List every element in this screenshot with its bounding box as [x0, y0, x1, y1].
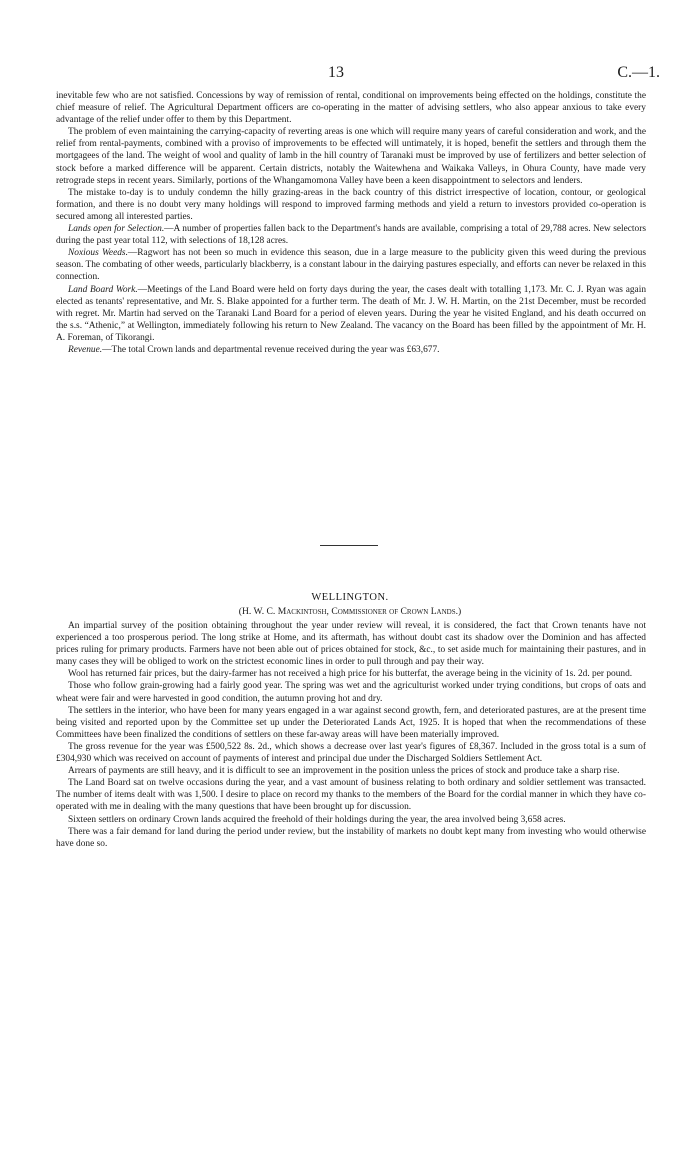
paragraph: There was a fair demand for land during the period under review, but the instability of markets no doubt kept many from investing who would otherwise have done so. [56, 826, 646, 849]
paragraph-body: —A number of properties fallen back to the Department's hands are available, comprising a total of 29,788 acres. New selectors during the past year total 112, with selections of 18,128 acres. [56, 224, 646, 247]
paragraph-revenue [56, 344, 646, 356]
paragraph: The mistake to-day is to unduly condemn the hilly grazing-areas in the back country of this district irrespective of location, contour, or geological formation, and there is no doubt very many holdings will respond to improved farming methods and yield a return to investors provided co-operation is secured among all interested parties. [56, 187, 646, 222]
paragraph-land-board-work [56, 284, 646, 344]
paragraph: Sixteen settlers on ordinary Crown lands acquired the freehold of their holdings during the year, the area involved being 3,658 acres. [68, 814, 566, 825]
taranaki-report-continued [56, 90, 646, 356]
paragraph-body: —Ragwort has not been so much in evidence this season, due in a large measure to the publicity given this weed during the previous season. The combating of other weeds, particularly blackberry, is a constant labour in the dairying pastures especially, and efforts can never be relaxed in this connection. [56, 248, 646, 283]
paragraph-heading: Revenue. [68, 344, 103, 355]
paragraph: The settlers in the interior, who have been for many years engaged in a war against second growth, fern, and deteriorated pastures, are at the present time being visited and reported upon by the Committee set up under the Deteriorated Lands Act, 1925. It is hoped that when the recommendations of these Committees have been finalized the conditions of settlers on these far-away areas will have been materially improved. [56, 705, 646, 740]
paragraph: The Land Board sat on twelve occasions during the year, and a vast amount of business relating to both ordinary and soldier settlement was transacted. The number of items dealt with was 1,500. I desire to place on record my thanks to the members of the Board for the cordial manner in which they have co-operated with me in dealing with the many questions that have been brought up for discussion. [56, 778, 646, 813]
section-subtitle: (H. W. C. Mackintosh, Commissioner of Crown Lands.) [238, 606, 462, 617]
paragraph-heading: Lands open for Selection. [68, 224, 165, 235]
parliamentary-paper-reference: C.—1. [617, 64, 660, 81]
paragraph-heading: Noxious Weeds. [68, 248, 128, 259]
paragraph-body: —The total Crown lands and departmental revenue received during the year was £63,677. [102, 344, 440, 355]
paragraph: Those who follow grain-growing had a fairly good year. The spring was wet and the agriculturist worked under trying conditions, but crops of oats and wheat were fair and were harvested in good condition, the autumn proving hot and dry. [56, 681, 646, 704]
paragraph: Wool has returned fair prices, but the dairy-farmer has not received a high price for his butterfat, the average being in the vicinity of 1s. 2d. per pound. [68, 669, 633, 680]
paragraph: Arrears of payments are still heavy, and it is difficult to see an improvement in the position unless the prices of stock and produce take a sharp rise. [68, 766, 620, 777]
paragraph: The problem of even maintaining the carrying-capacity of reverting areas is one which will require many years of careful consideration and work, and the relief from rental-payments, combined with a proviso of improvements to be effected will untimately, it is hoped, benefit the settlers and through them the mortgagees of the land. The weight of wool and quality of lamb in the hill country of Taranaki must be improved by use of fertilizers and better selection of stock before a marked difference will be apparent. Certain districts, notably the Waitewhena and Waikaka Valleys, in Ohura County, have made very retrograde steps in recent years. Similarly, portions of the Whangamomona Valley have been a keen disappointment to selectors and lenders. [56, 127, 646, 186]
paragraph-body: —Meetings of the Land Board were held on forty days during the year, the cases dealt with totalling 1,173. Mr. C. J. Ryan was again elected as tenants' representative, and Mr. S. Blake appointed for a further term. The death of Mr. J. W. H. Martin, on the 21st December, must be recorded with regret. Mr. Martin had served on the Taranaki Land Board for a period of eleven years. During the year he visited England, and his death occurred on the s.s. “Athenic,” at Wellington, immediately following his return to New Zealand. The vacancy on the Board has been filled by the appointment of Mr. H. A. Foreman, of Tikorangi. [56, 284, 647, 343]
paragraph-noxious-weeds [56, 247, 646, 283]
paragraph-heading: Land Board Work. [68, 284, 138, 295]
section-title: WELLINGTON. [311, 592, 389, 603]
paragraph: The gross revenue for the year was £500,522 8s. 2d., which shows a decrease over last year's figures of £8,367. Included in the gross total is a sum of £304,930 which was received on account of payments of interest and principal due under the Discharged Soldiers Settlement Act. [56, 741, 646, 765]
section-divider [320, 545, 378, 546]
paragraph: An impartial survey of the position obtaining throughout the year under review will reveal, it is considered, the fact that Crown tenants have not experienced a too prosperous period. The long strike at Home, and its aftermath, has without doubt cast its shadow over the Dominion and has affected prices ruling for primary products. Farmers have not been able out of prices obtained for stock, &c., to set aside much for maintaining their pastures, and in many cases they will be obliged to work on the strictest economic lines in order to pull through and pay their way. [56, 621, 646, 668]
paragraph-lands-open [56, 223, 646, 247]
wellington-report [56, 620, 646, 850]
page-header [0, 64, 700, 84]
paragraph: inevitable few who are not satisfied. Concessions by way of remission of rental, conditional on improvements being effected on the holdings, constitute the chief measure of relief. The Agricultural Department officers are co-operating in the matter of advising settlers, who also appear anxious to take every advantage of the relief under offer to them by this Department. [56, 91, 646, 126]
page-number: 13 [328, 64, 344, 81]
